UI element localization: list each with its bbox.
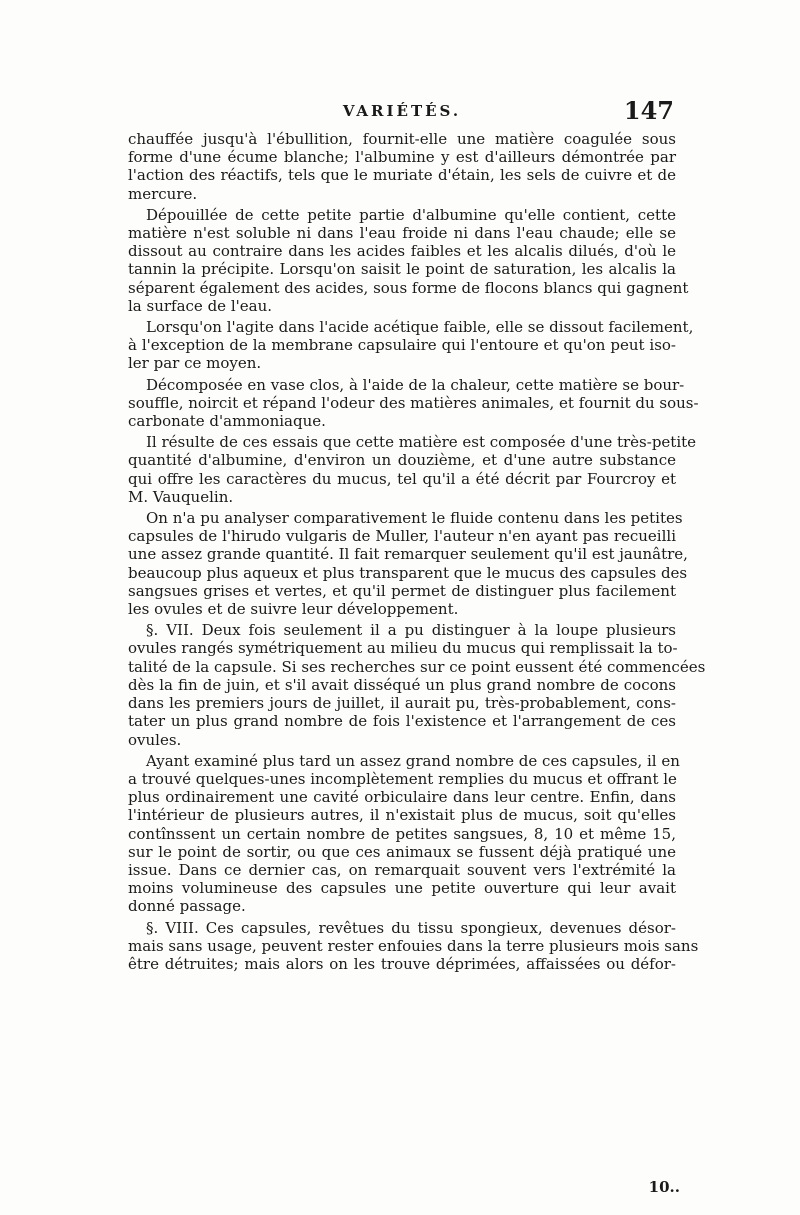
paragraph <box>128 751 680 916</box>
text-line: mercure. <box>128 184 198 203</box>
text-line: sangsues grises et vertes, et qu'il permet de distinguer plus facilement <box>128 581 676 600</box>
running-title: VARIÉTÉS. <box>342 102 462 120</box>
paragraph <box>128 621 706 749</box>
text-line: talité de la capsule. Si ses recherches sur ce point eussent été commencées <box>128 657 706 676</box>
text-line: carbonate d'ammoniaque. <box>128 412 326 431</box>
text-line: Lorsqu'on l'agite dans l'acide acétique faible, elle se dissout facilement, <box>146 318 694 337</box>
text-line: Ayant examiné plus tard un assez grand nombre de ces capsules, il en <box>146 751 680 770</box>
text-line: séparent également des acides, sous forme de flocons blancs qui gagnent <box>128 278 689 297</box>
text-line: capsules de l'hirudo vulgaris de Muller, l'auteur n'en ayant pas recueilli <box>128 527 676 546</box>
text-line: On n'a pu analyser comparativement le fluide contenu dans les petites <box>146 509 683 528</box>
text-line: l'action des réactifs, tels que le muriate d'étain, les sels de cuivre et de <box>128 166 676 185</box>
paragraph <box>128 130 676 203</box>
text-line: §. VIII. Ces capsules, revêtues du tissu spongieux, devenues désor- <box>146 918 676 937</box>
text-line: ovules. <box>128 730 182 749</box>
text-line: moins volumineuse des capsules une petite ouverture qui leur avait <box>128 879 676 898</box>
text-line: ler par ce moyen. <box>128 354 262 373</box>
text-block <box>128 96 706 976</box>
text-line: souffle, noircit et répand l'odeur des matières animales, et fournit du sous- <box>128 393 699 412</box>
paragraph <box>128 433 697 506</box>
text-line: dissout au contraire dans les acides faibles et les alcalis dilués, d'où le <box>128 242 676 261</box>
text-line: une assez grande quantité. Il fait remarquer seulement qu'il est jaunâtre, <box>128 545 688 564</box>
text-line: chauffée jusqu'à l'ébullition, fournit-elle une matière coagulée sous <box>128 130 676 148</box>
text-line: forme d'une écume blanche; l'albumine y est d'ailleurs démontrée par <box>128 148 676 167</box>
text-line: être détruites; mais alors on les trouve déprimées, affaissées ou défor- <box>128 954 676 973</box>
text-line: ovules rangés symétriquement au milieu du mucus qui remplissait la to- <box>128 639 678 658</box>
paragraph <box>128 918 699 974</box>
paragraph <box>128 205 689 315</box>
text-line: la surface de l'eau. <box>128 296 272 315</box>
text-line: matière n'est soluble ni dans l'eau froide ni dans l'eau chaude; elle se <box>128 224 676 243</box>
paragraph <box>128 509 688 619</box>
paragraph <box>128 318 694 373</box>
text-line: à l'exception de la membrane capsulaire qui l'entoure et qu'on peut iso- <box>128 336 676 355</box>
text-line: a trouvé quelques-unes incomplètement remplies du mucus et offrant le <box>128 769 677 788</box>
text-line: Décomposée en vase clos, à l'aide de la chaleur, cette matière se bour- <box>146 375 685 394</box>
text-line: issue. Dans ce dernier cas, on remarquait souvent vers l'extrémité la <box>128 860 676 879</box>
text-line: contînssent un certain nombre de petites sangsues, 8, 10 et même 15, <box>128 824 676 843</box>
text-line: sur le point de sortir, ou que ces animaux se fussent déjà pratiqué une <box>128 842 676 861</box>
signature-mark: 10.. <box>648 1178 680 1196</box>
text-line: l'intérieur de plusieurs autres, il n'existait plus de mucus, soit qu'elles <box>128 806 676 825</box>
text-line: Dépouillée de cette petite partie d'albumine qu'elle contient, cette <box>146 205 676 224</box>
text-line: beaucoup plus aqueux et plus transparent que le mucus des capsules des <box>128 563 688 582</box>
text-line: donné passage. <box>128 897 246 916</box>
text-line: Il résulte de ces essais que cette matière est composée d'une très-petite <box>146 433 697 452</box>
text-line: M. Vauquelin. <box>128 487 234 506</box>
page-number: 147 <box>623 96 674 125</box>
text-line: les ovules et de suivre leur développement. <box>128 600 459 619</box>
text-line: qui offre les caractères du mucus, tel qu'il a été décrit par Fourcroy et <box>128 469 676 488</box>
paragraph <box>128 375 699 431</box>
text-line: tannin la précipite. Lorsqu'on saisit le point de saturation, les alcalis la <box>128 260 676 279</box>
text-line: plus ordinairement une cavité orbiculaire dans leur centre. Enfin, dans <box>128 788 676 807</box>
text-line: quantité d'albumine, d'environ un douzième, et d'une autre substance <box>128 451 676 470</box>
text-line: mais sans usage, peuvent rester enfouies dans la terre plusieurs mois sans <box>128 936 699 955</box>
text-line: §. VII. Deux fois seulement il a pu distinguer à la loupe plusieurs <box>146 621 676 640</box>
text-line: dès la fin de juin, et s'il avait disséqué un plus grand nombre de cocons <box>128 675 676 694</box>
text-line: tater un plus grand nombre de fois l'existence et l'arrangement de ces <box>128 712 676 731</box>
page-header <box>128 96 676 130</box>
text-line: dans les premiers jours de juillet, il aurait pu, très-probablement, cons- <box>128 694 676 713</box>
